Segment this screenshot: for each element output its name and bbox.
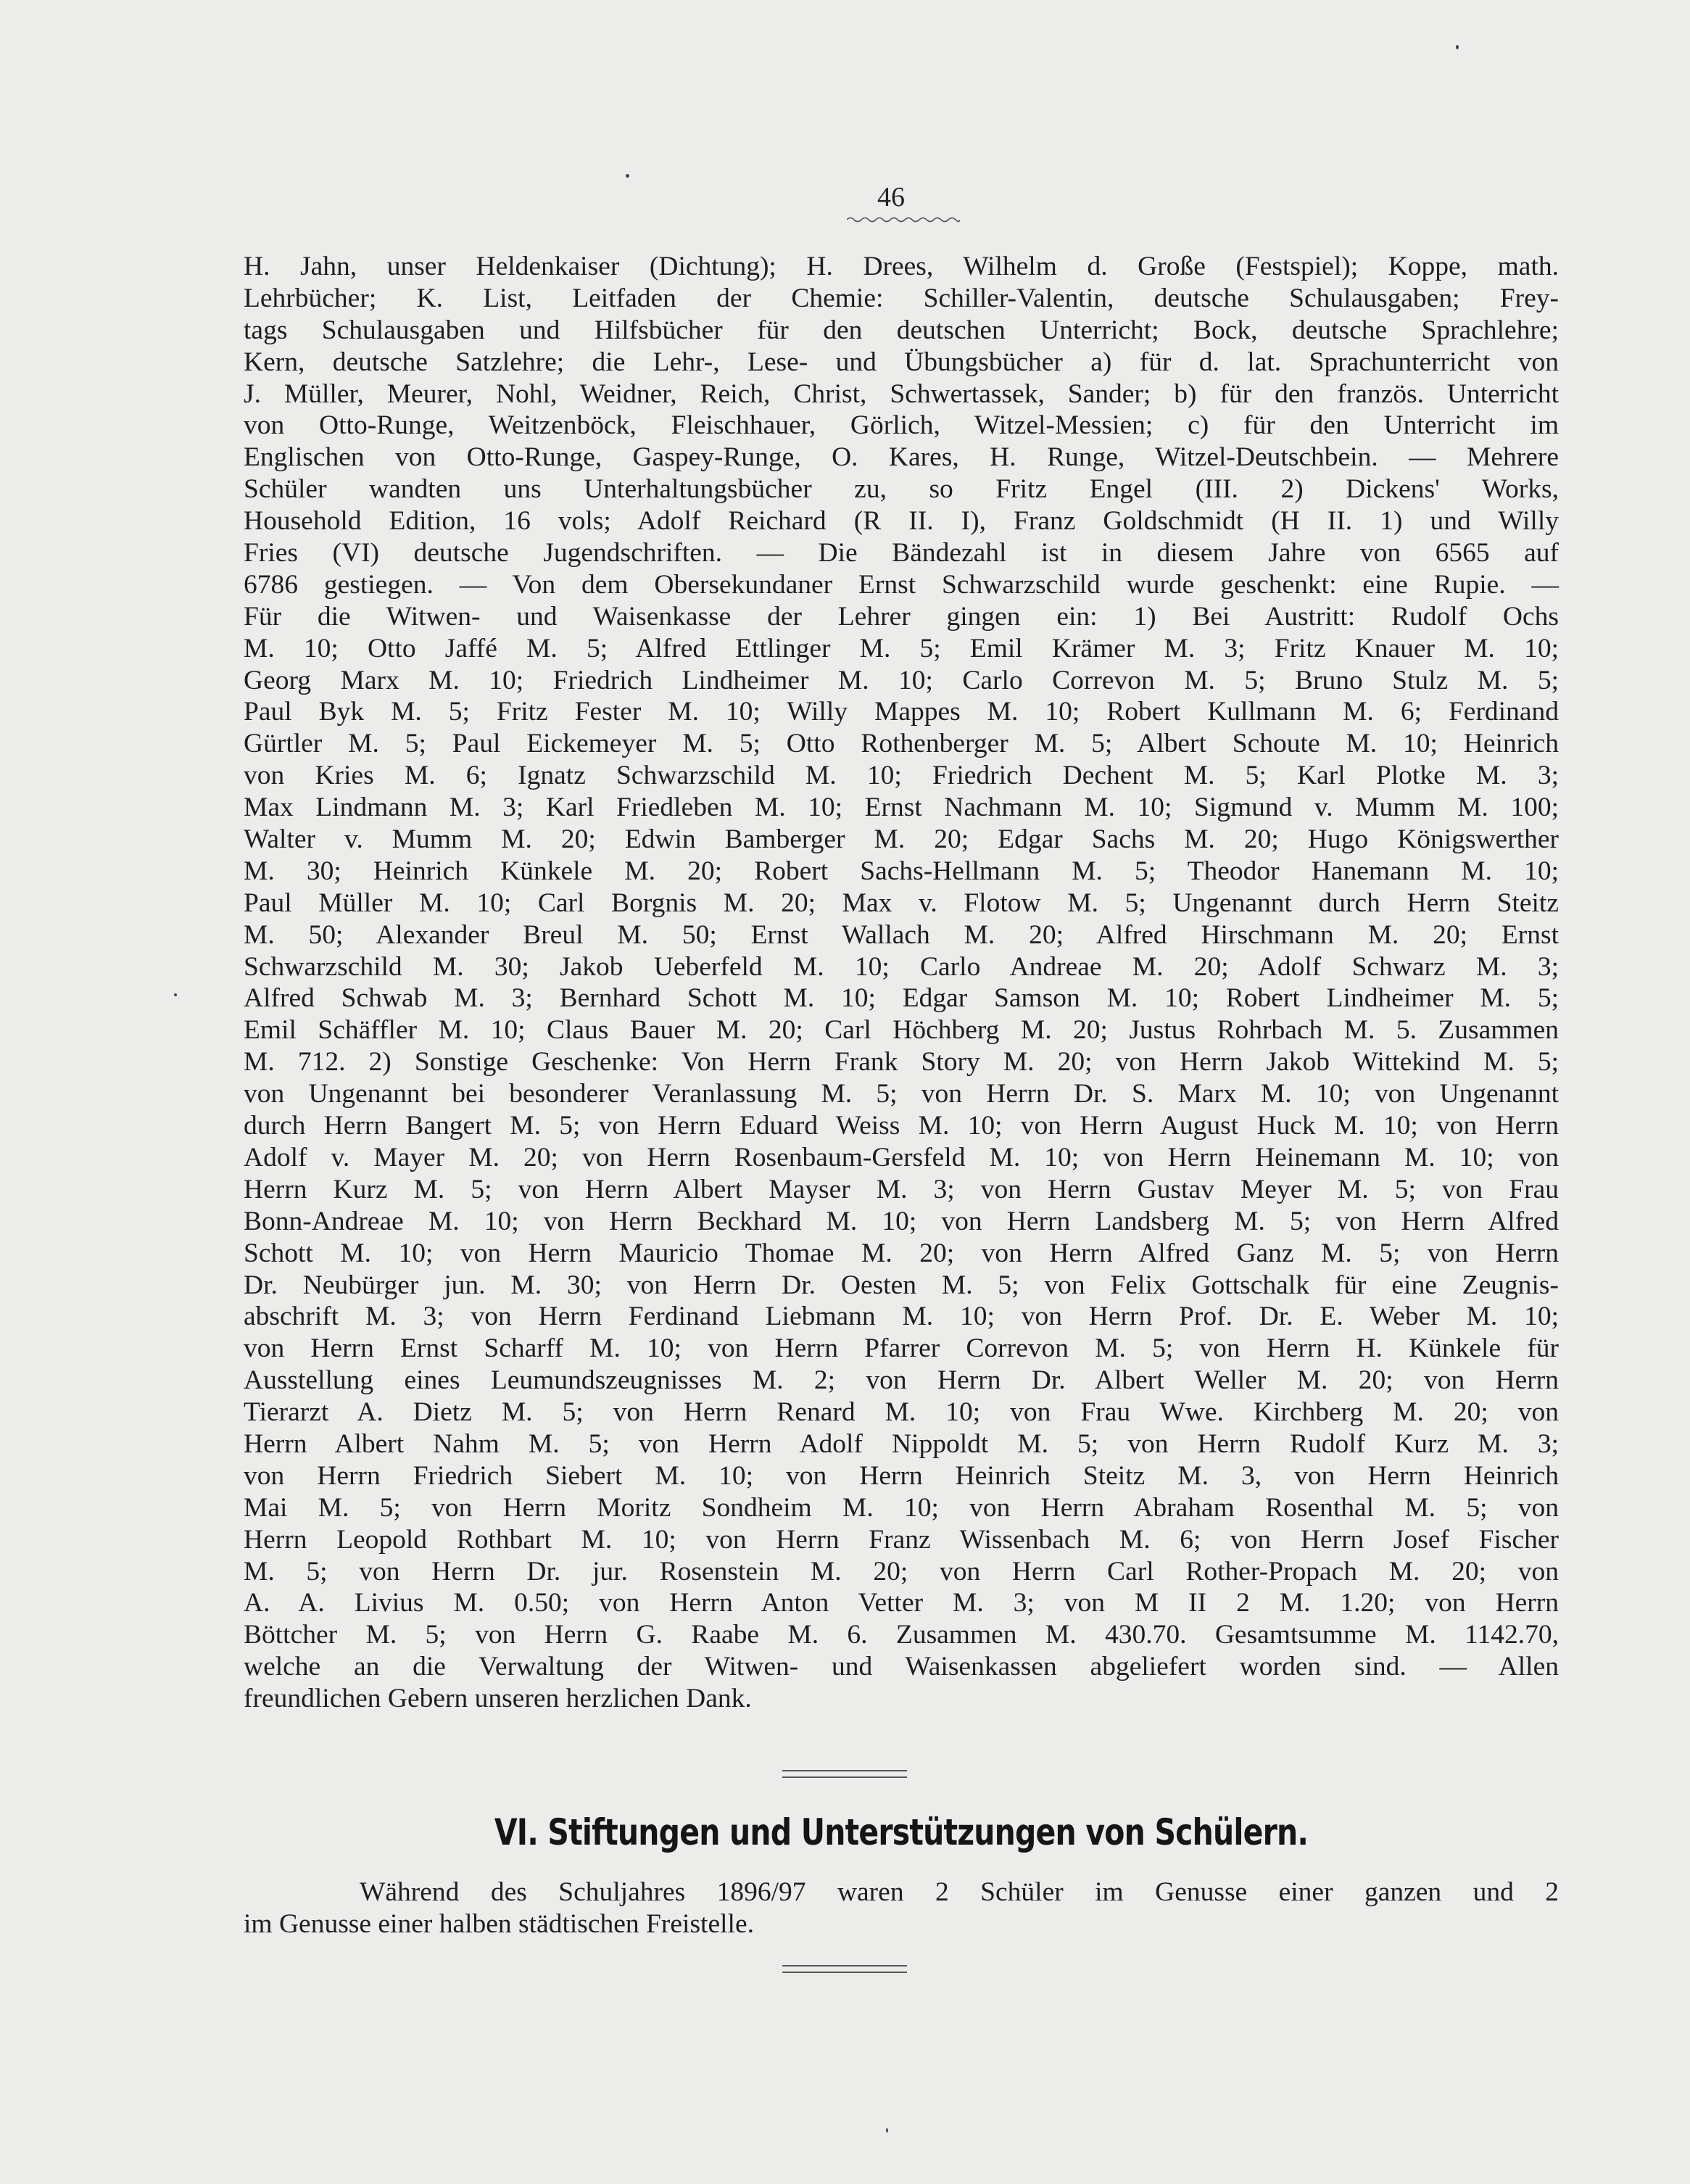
text-line: Schwarzschild M. 30; Jakob Ueberfeld M. 10; Carlo Andreae M. 20; Adolf Schwarz M. 3; (244, 951, 1559, 982)
text-line: Lehrbücher; K. List, Leitfaden der Chemie: Schiller-Valentin, deutsche Schulausgaben; Frey- (244, 283, 1559, 313)
text-line: M. 10; Otto Jaffé M. 5; Alfred Ettlinger M. 5; Emil Krämer M. 3; Fritz Knauer M. 10; (244, 633, 1559, 663)
text-line: Bonn-Andreae M. 10; von Herrn Beckhard M. 10; von Herrn Landsberg M. 5; von Herrn Alfred (244, 1206, 1559, 1236)
text-line: Max Lindmann M. 3; Karl Friedleben M. 10; Ernst Nachmann M. 10; Sigmund v. Mumm M. 100; (244, 793, 1559, 823)
text-line: Household Edition, 16 vols; Adolf Reichard (R II. I), Franz Goldschmidt (H II. 1) und Willy (244, 506, 1559, 537)
dust-speck (1456, 45, 1459, 49)
text-line: Ausstellung eines Leumundszeugnisses M. 2; von Herrn Dr. Albert Weller M. 20; von Herrn (244, 1365, 1559, 1396)
text-line: H. Jahn, unser Heldenkaiser (Dichtung); H. Drees, Wilhelm d. Große (Festspiel); Koppe, math. (244, 252, 1559, 281)
section-divider-top (782, 1770, 907, 1778)
text-line: Herrn Albert Nahm M. 5; von Herrn Adolf Nippoldt M. 5; von Herrn Rudolf Kurz M. 3; (244, 1428, 1559, 1459)
dust-speck (886, 2128, 888, 2133)
text-line: welche an die Verwaltung der Witwen- und Waisenkassen abgeliefert worden sind. — Allen (244, 1652, 1559, 1682)
text-line: Emil Schäffler M. 10; Claus Bauer M. 20; Carl Höchberg M. 20; Justus Rohrbach M. 5. Zusammen (244, 1015, 1559, 1046)
section-paragraph (244, 1877, 1559, 1940)
text-line: von Kries M. 6; Ignatz Schwarzschild M. 10; Friedrich Dechent M. 5; Karl Plotke M. 3; (244, 761, 1559, 791)
donations-text (244, 251, 1559, 1715)
text-line: von Herrn Ernst Scharff M. 10; von Herrn Pfarrer Correvon M. 5; von Herrn H. Künkele für (244, 1333, 1559, 1364)
text-line: M. 5; von Herrn Dr. jur. Rosenstein M. 20; von Herrn Carl Rother-Propach M. 20; von (244, 1556, 1559, 1587)
page-number-ornament (847, 216, 960, 223)
text-line: Für die Witwen- und Waisenkasse der Lehrer gingen ein: 1) Bei Austritt: Rudolf Ochs (244, 601, 1559, 632)
page-number: 46 (877, 182, 905, 212)
text-line: Mai M. 5; von Herrn Moritz Sondheim M. 10; von Herrn Abraham Rosenthal M. 5; von (244, 1492, 1559, 1523)
text-line: Schott M. 10; von Herrn Mauricio Thomae M. 20; von Herrn Alfred Ganz M. 5; von Herrn (244, 1238, 1559, 1268)
section-heading: VI. Stiftungen und Unterstützungen von Schülern. (494, 1811, 1309, 1853)
text-line: M. 30; Heinrich Künkele M. 20; Robert Sachs-Hellmann M. 5; Theodor Hanemann M. 10; (244, 856, 1559, 886)
text-line: Tierarzt A. Dietz M. 5; von Herrn Renard M. 10; von Frau Wwe. Kirchberg M. 20; von (244, 1397, 1559, 1428)
text-line: tags Schulausgaben und Hilfsbücher für den deutschen Unterricht; Bock, deutsche Sprachlehre; (244, 315, 1559, 345)
text-line: im Genusse einer halben städtischen Freistelle. (244, 1908, 754, 1939)
text-line: durch Herrn Bangert M. 5; von Herrn Eduard Weiss M. 10; von Herrn August Huck M. 10; von Herrn (244, 1111, 1559, 1141)
text-line: A. A. Livius M. 0.50; von Herrn Anton Vetter M. 3; von M II 2 M. 1.20; von Herrn (244, 1588, 1559, 1618)
text-line: von Ungenannt bei besonderer Veranlassung M. 5; von Herrn Dr. S. Marx M. 10; von Ungenannt (244, 1079, 1559, 1109)
text-line: Kern, deutsche Satzlehre; die Lehr-, Lese- und Übungsbücher a) für d. lat. Sprachunterricht von (244, 347, 1559, 377)
text-line: Georg Marx M. 10; Friedrich Lindheimer M. 10; Carlo Correvon M. 5; Bruno Stulz M. 5; (244, 665, 1559, 695)
text-line: M. 50; Alexander Breul M. 50; Ernst Wallach M. 20; Alfred Hirschmann M. 20; Ernst (244, 919, 1559, 950)
text-line: Englischen von Otto-Runge, Gaspey-Runge, O. Kares, H. Runge, Witzel-Deutschbein. — Mehrere (244, 442, 1559, 473)
text-line: Alfred Schwab M. 3; Bernhard Schott M. 10; Edgar Samson M. 10; Robert Lindheimer M. 5; (244, 983, 1559, 1014)
text-line: Paul Müller M. 10; Carl Borgnis M. 20; Max v. Flotow M. 5; Ungenannt durch Herrn Steitz (244, 888, 1559, 918)
text-line: J. Müller, Meurer, Nohl, Weidner, Reich, Christ, Schwertassek, Sander; b) für den französ. Unterricht (244, 379, 1559, 409)
dust-speck (174, 993, 177, 996)
text-line: Dr. Neubürger jun. M. 30; von Herrn Dr. Oesten M. 5; von Felix Gottschalk für eine Zeugnis- (244, 1270, 1559, 1300)
text-line: Paul Byk M. 5; Fritz Fester M. 10; Willy Mappes M. 10; Robert Kullmann M. 6; Ferdinand (244, 697, 1559, 727)
section-divider-bottom (782, 1965, 907, 1973)
text-line: Herrn Kurz M. 5; von Herrn Albert Mayser M. 3; von Herrn Gustav Meyer M. 5; von Frau (244, 1174, 1559, 1204)
text-line: Schüler wandten uns Unterhaltungsbücher zu, so Fritz Engel (III. 2) Dickens' Works, (244, 474, 1559, 505)
text-line: Herrn Leopold Rothbart M. 10; von Herrn Franz Wissenbach M. 6; von Herrn Josef Fischer (244, 1524, 1559, 1555)
text-line: Während des Schuljahres 1896/97 waren 2 Schüler im Genusse einer ganzen und 2 (360, 1877, 1559, 1907)
text-line: Böttcher M. 5; von Herrn G. Raabe M. 6. Zusammen M. 430.70. Gesamtsumme M. 1142.70, (244, 1620, 1559, 1650)
text-line: freundlichen Gebern unseren herzlichen Dank. (244, 1684, 752, 1714)
text-line: Gürtler M. 5; Paul Eickemeyer M. 5; Otto Rothenberger M. 5; Albert Schoute M. 10; Heinrich (244, 729, 1559, 759)
text-line: Adolf v. Mayer M. 20; von Herrn Rosenbaum-Gersfeld M. 10; von Herrn Heinemann M. 10; von (244, 1142, 1559, 1172)
dust-speck (626, 174, 629, 178)
text-line: 6786 gestiegen. — Von dem Obersekundaner Ernst Schwarzschild wurde geschenkt: eine Rupie. — (244, 569, 1559, 600)
text-line: abschrift M. 3; von Herrn Ferdinand Liebmann M. 10; von Herrn Prof. Dr. E. Weber M. 10; (244, 1302, 1559, 1332)
text-line: von Herrn Friedrich Siebert M. 10; von Herrn Heinrich Steitz M. 3, von Herrn Heinrich (244, 1460, 1559, 1491)
text-line: M. 712. 2) Sonstige Geschenke: Von Herrn Frank Story M. 20; von Herrn Jakob Wittekind M. 5; (244, 1047, 1559, 1077)
text-line: Walter v. Mumm M. 20; Edwin Bamberger M. 20; Edgar Sachs M. 20; Hugo Königswerther (244, 824, 1559, 855)
text-line: Fries (VI) deutsche Jugendschriften. — Die Bändezahl ist in diesem Jahre von 6565 auf (244, 538, 1559, 568)
text-line: von Otto-Runge, Weitzenböck, Fleischhauer, Görlich, Witzel-Messien; c) für den Unterricht im (244, 410, 1559, 441)
